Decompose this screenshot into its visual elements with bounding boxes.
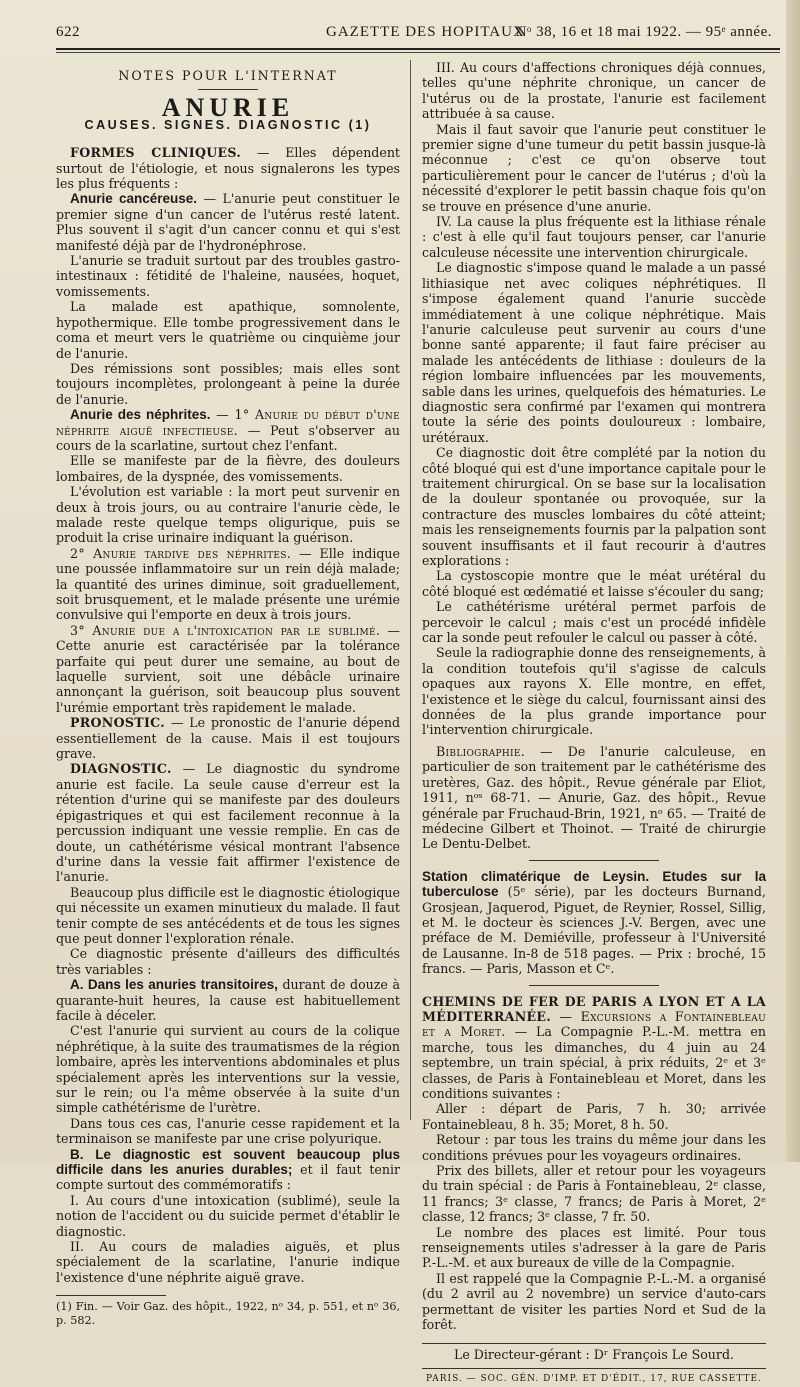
paragraph: Ce diagnostic doit être complété par la notion du côté bloqué qui est d'une importance capitale pour le traitement chirurgical. On se base sur la localisation de la douleur spontanée ou provoquée, sur la contracture des muscles lombaires du côté atteint; mais les renseignements fournis par la palpation sont souvent insuffisants et il faut recourir à d'autres explorations : [422,445,766,568]
paragraph: DIAGNOSTIC. — Le diagnostic du syndrome anurie est facile. La seule cause d'erreur est la rétention d'urine qui se manifeste par des douleurs épigastriques et qui est facilement reconnue à la percussion indiquant une vessie remplie. En cas de doute, un cathétérisme vésical montrant l'absence d'urine dans la vessie fait affirmer l'existence de l'anurie. [56,761,400,885]
page-header [56,20,784,46]
lead-transitoires: A. Dans les anuries transitoires, [70,977,278,993]
paragraph: I. Au cours d'une intoxication (sublimé), seule la notion de l'accident ou du suicide permet d'établir le diagnostic. [56,1192,400,1239]
book-title: Station climatérique de Leysin. Etudes sur la tuberculose [422,868,766,900]
paragraph: Bibliographie. — De l'anurie calculeuse, en particulier de son traitement par le cathétérisme des uretères, Gaz. des hôpit., Revue générale par Eliot, 1911, nᵒˢ 68-71. — Anurie, Gaz. des hôpit., Revue générale par Fruchaud-Brin, 1921, nᵒ 65. — Traité de médecine Gilbert et Thoinot. — Traité de chirurgie Le Dentu-Delbet. [422,743,766,852]
section-rule [198,89,258,90]
printer-line: PARIS. — SOC. GÉN. D'IMP. ET D'ÉDIT., 17, RUE CASSETTE. [422,1368,766,1387]
paragraph: III. Au cours d'affections chroniques déjà connues, telles qu'une néphrite chronique, un cancer de l'utérus ou de la prostate, l'anurie est facilement attribuée à sa cause. [422,60,766,122]
paragraph: Des rémissions sont possibles; mais elles sont toujours incomplètes, prolongeant à peine la durée de l'anurie. [56,360,400,407]
article-title: ANURIE [161,93,295,123]
paragraph: FORMES CLINIQUES. — Elles dépendent surtout de l'étiologie, et nous signalerons les types les plus fréquents : [56,145,400,192]
lead-sublime: 3° Anurie due a l'intoxication par le sublimé. [70,622,381,638]
column-divider [410,60,411,1120]
railway-title: CHEMINS DE FER DE PARIS A LYON ET A LA MÉDITERRANÉE. [422,993,766,1024]
lead-formes: FORMES CLINIQUES. [70,145,242,161]
lead-bibliographie: Bibliographie. [436,743,526,759]
paragraph: Le diagnostic s'impose quand le malade a un passé lithiasique net avec coliques néphrétiques. Il s'impose également quand l'anurie succède immédiatement à une colique néphrétique. Mais l'anurie calculeuse peut survenir au cours d'une bonne santé apparente; il faut faire préciser au malade les antécédents de lithiase : douleurs de la région lombaire influencées par les mouvements, sable dans les urines, quelquefois des hématuries. Le diagnostic sera confirmé par l'examen qui montrera toute la série des points douloureux : lombaire, urétéraux. [422,260,766,445]
paragraph: II. Au cours de maladies aiguës, et plus spécialement de la scarlatine, l'anurie indique l'existence d'une néphrite aiguë grave. [56,1239,400,1285]
paragraph: Prix des billets, aller et retour pour les voyageurs du train spécial : de Paris à Fontainebleau, 2ᵉ classe, 11 francs; 3ᵉ classe, 7 francs; de Paris à Moret, 2ᵉ classe, 12 francs; 3ᵉ classe, 7 fr. 50. [422,1163,766,1225]
paragraph: La cystoscopie montre que le méat urétéral du côté bloqué est œdématié et laisse s'écouler du sang; [422,568,766,599]
book-notice: Station climatérique de Leysin. Etudes sur la tuberculose (5ᵉ série), par les docteurs Burnand, Grosjean, Jaquerod, Piguet, de Reynier, Rossel, Sillig, et M. le docteur ès sciences J.-V. Bergen, avec une préface de M. Demiéville, professeur à l'Université de Lausanne. In-8 de 518 pages. — Prix : broché, 15 francs. — Paris, Masson et Cᵉ. [422,868,766,977]
paragraph: Le nombre des places est limité. Pour tous renseignements utiles s'adresser à la gare de Paris P.-L.-M. et aux bureaux de ville de la Compagnie. [422,1224,766,1271]
lead-cancer: Anurie cancéreuse. [70,191,198,207]
separator-rule [529,985,659,986]
issue-info: Nᵒ 38, 16 et 18 mai 1922. — 95ᵉ année. [515,24,772,40]
signature-line: Le Directeur-gérant : Dʳ François Le Sourd. [422,1343,766,1362]
header-rule-thin [56,52,780,53]
paragraph: A. Dans les anuries transitoires, durant de douze à quarante-huit heures, la cause est habituellement facile à déceler. [56,977,400,1023]
right-column [422,60,766,1387]
paragraph: 2° Anurie tardive des néphrites. — Elle indique une poussée inflammatoire sur un rein déjà malade; la quantité des urines diminue, soit graduellement, soit brusquement, et le malade présente une urémie convulsive qui l'emporte en deux à trois jours. [56,545,400,623]
page-number: 622 [56,24,80,40]
lead-durables: B. Le diagnostic est souvent beaucoup plus difficile dans les anuries durables; [56,1146,400,1178]
railway-notice: CHEMINS DE FER DE PARIS A LYON ET A LA MÉDITERRANÉE. — Excursions a Fontainebleau et a Moret. — La Compagnie P.-L.-M. mettra en marche, tous les dimanches, du 4 juin au 24 septembre, un train spécial, à prix réduits, 2ᵉ et 3ᵉ classes, de Paris à Fontainebleau et Moret, dans les conditions suivantes : [422,993,766,1101]
paragraph: L'anurie se traduit surtout par des troubles gastro-intestinaux : fétidité de l'haleine, nausées, hoquet, vomissements. [56,253,400,299]
paragraph: Beaucoup plus difficile est le diagnostic étiologique qui nécessite un examen minutieux du malade. Il faut tenir compte de ses antécédents et de tous les signes que peut donner l'exploration rénale. [56,884,400,946]
paragraph: Ce diagnostic présente d'ailleurs des difficultés très variables : [56,946,400,977]
left-column [56,60,400,1327]
paragraph: Mais il faut savoir que l'anurie peut constituer le premier signe d'une tumeur du petit bassin jusque-là méconnue ; c'est ce qu'on observe tout particulièrement pour le cancer de l'utérus ; d'où la nécessité d'explorer le petit bassin chaque fois qu'on se trouve en présence d'une anurie. [422,121,766,214]
paragraph: Il est rappelé que la Compagnie P.-L.-M. a organisé (du 2 avril au 2 novembre) un service d'auto-cars permettant de visiter les parties Nord et Sud de la forêt. [422,1270,766,1333]
footnote-rule [56,1295,166,1296]
lead-nephrites: Anurie des néphrites. [70,407,211,423]
paragraph: B. Le diagnostic est souvent beaucoup plus difficile dans les anuries durables; et il faut tenir compte surtout des commémoratifs : [56,1146,400,1193]
article-subtitle: CAUSES. SIGNES. DIAGNOSTIC (1) [84,117,372,132]
paragraph: PRONOSTIC. — Le pronostic de l'anurie dépend essentiellement de la cause. Mais il est toujours grave. [56,715,400,762]
paragraph: Seule la radiographie donne des renseignements, à la condition toutefois qu'il s'agisse de calculs opaques aux rayons X. Elle montre, en effet, l'existence et le siège du calcul, fournissant ainsi des données de la plus grande importance pour l'intervention chirurgicale. [422,645,766,738]
paragraph: Aller : départ de Paris, 7 h. 30; arrivée Fontainebleau, 8 h. 35; Moret, 8 h. 50. [422,1101,766,1132]
footnote: (1) Fin. — Voir Gaz. des hôpit., 1922, nᵒ 34, p. 551, et nᵒ 36, p. 582. [56,1300,400,1327]
paragraph: Retour : par tous les trains du même jour dans les conditions prévues pour les voyageurs ordinaires. [422,1132,766,1163]
lead-pronostic: PRONOSTIC. [70,715,165,731]
paragraph: La malade est apathique, somnolente, hypothermique. Elle tombe progressivement dans le coma et meurt vers le quatrième ou cinquième jour de l'anurie. [56,299,400,361]
lead-tardive: 2° Anurie tardive des néphrites. [70,545,292,561]
paragraph: Dans tous ces cas, l'anurie cesse rapidement et la terminaison se manifeste par une crise polyurique. [56,1115,400,1147]
paragraph: Anurie cancéreuse. — L'anurie peut constituer le premier signe d'un cancer de l'utérus resté latent. Plus souvent il s'agit d'un cancer connu et qui s'est manifesté déjà par de l'hydronéphrose. [56,191,401,253]
paragraph: L'évolution est variable : la mort peut survenir en deux à trois jours, ou au contraire l'anurie cède, le malade reste quelque temps oligurique, puis se produit la crise urinaire indiquant la guérison. [56,484,400,546]
paragraph: Le cathétérisme urétéral permet parfois de percevoir le calcul ; mais c'est un procédé infidèle car la sonde peut refouler le calcul ou passer à côté. [422,599,766,646]
lead-diagnostic: DIAGNOSTIC. [70,761,172,777]
page-edge [786,0,800,1162]
paragraph: IV. La cause la plus fréquente est la lithiase rénale : c'est à elle qu'il faut toujours penser, car l'anurie calculeuse nécessite une intervention chirurgicale. [422,214,766,260]
paragraph: C'est l'anurie qui survient au cours de la colique néphrétique, à la suite des traumatismes de la région lombaire, après les interventions abdominales et plus spécialement après les interventions sur la vessie, sur le rein; ou l'a même observée à la suite d'un simple cathétérisme de l'urètre. [56,1023,400,1116]
separator-rule [529,860,659,861]
paragraph: Anurie des néphrites. — 1° Anurie du début d'une néphrite aiguë infectieuse. — Peut s'observer au cours de la scarlatine, surtout chez l'enfant. [56,407,401,453]
paragraph: Elle se manifeste par de la fièvre, des douleurs lombaires, de la dyspnée, des vomissements. [56,453,400,484]
journal-title: GAZETTE DES HOPITAUX [326,24,525,40]
paragraph: 3° Anurie due a l'intoxication par le sublimé. — Cette anurie est caractérisée par la tolérance parfaite qui peut durer une semaine, au bout de laquelle survient, soit une débâcle urinaire annonçant la guérison, soit beaucoup plus souvent l'urémie emportant très rapidement le malade. [56,622,400,715]
section-title: NOTES POUR L'INTERNAT [118,68,338,83]
header-rule [56,48,780,50]
